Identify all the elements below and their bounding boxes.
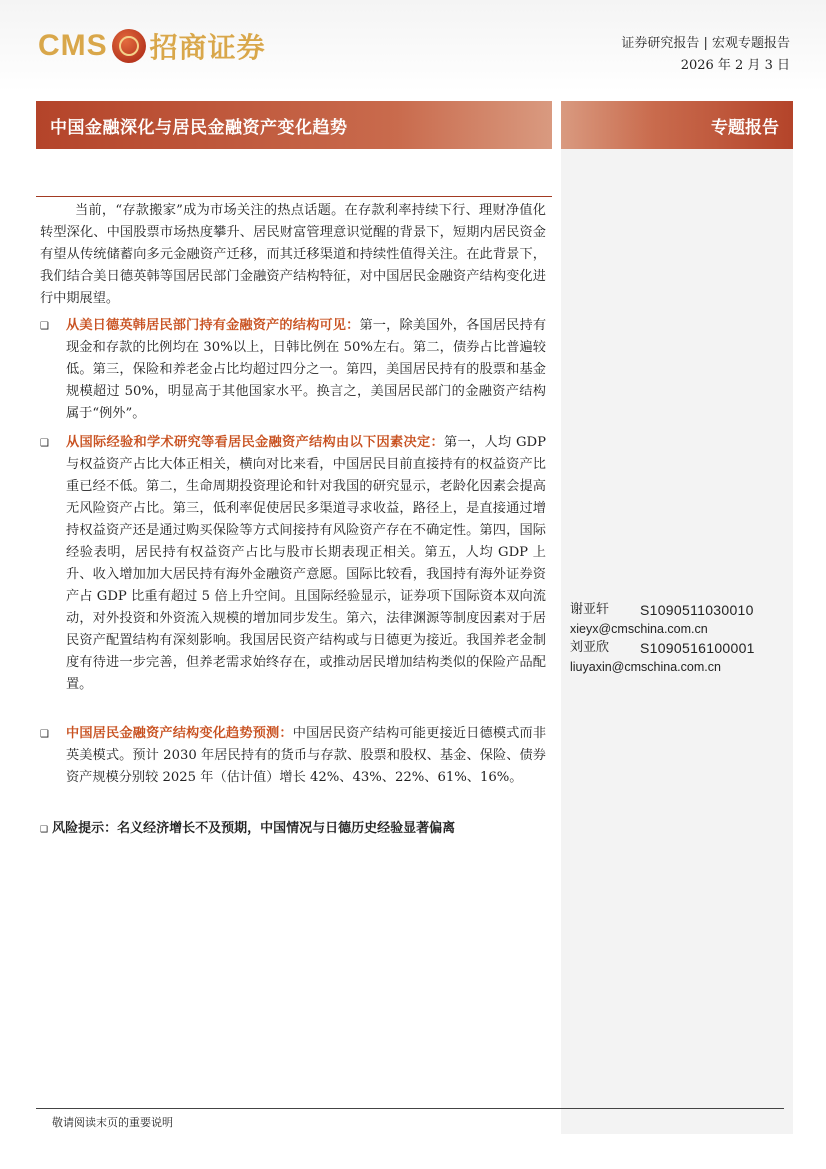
- logo-cms-text: CMS: [38, 29, 108, 62]
- bullet-highlight: 中国居民金融资产结构变化趋势预测：: [66, 726, 293, 741]
- bullet-highlight: 从国际经验和学术研究等看居民金融资产结构由以下因素决定：: [66, 435, 444, 450]
- bullet-highlight: 从美日德英韩居民部门持有金融资产的结构可见：: [66, 318, 360, 333]
- checkbox-bullet-icon: ❑: [40, 729, 49, 740]
- company-logo: [38, 26, 266, 66]
- footer-disclaimer: 敬请阅读末页的重要说明: [52, 1116, 173, 1129]
- bullet-item: [40, 432, 546, 696]
- report-type: 证券研究报告 | 宏观专题报告: [621, 36, 790, 51]
- footer-divider: [36, 1108, 784, 1109]
- bullet-text: 中国居民资产结构可能更接近日德模式而非英美模式。预计 2030 年居民持有的货币与存款、股票和股权、基金、保险、债券资产规模分别较 2025 年（估计值）增长 42%、43%、22%、61%、16%。: [66, 726, 547, 785]
- bullet-item: [40, 315, 546, 425]
- analyst-license-id: S1090516100001: [640, 640, 755, 656]
- analyst-name: 谢亚轩: [570, 602, 610, 617]
- logo-emblem-icon: [112, 29, 146, 63]
- bullet-text: 第一，除美国外，各国居民持有现金和存款的比例均在 30%以上，日韩比例在 50%左右。第二，债券占比普遍较低。第三，保险和养老金占比均超过四分之一。第四，美国居民持有的股票和基金规模超过 50%，明显高于其他国家水平。换言之，美国居民部门的金融资产结构属于“例外”。: [66, 318, 547, 421]
- analyst-name: 刘亚欣: [570, 640, 610, 655]
- analyst-email[interactable]: xieyx@cmschina.com.cn: [570, 622, 708, 636]
- title-divider: [36, 196, 552, 197]
- title-bar: [36, 101, 552, 149]
- analyst-card: [570, 638, 790, 676]
- logo-chinese-name: 招商证券: [149, 31, 266, 64]
- risk-warning: [40, 818, 546, 841]
- report-tag-bar: [561, 101, 793, 149]
- checkbox-bullet-icon: ❑: [40, 438, 49, 449]
- analyst-license-id: S1090511030010: [640, 602, 754, 618]
- bullet-item: [40, 723, 546, 789]
- analyst-card: [570, 600, 790, 638]
- intro-paragraph: 当前，“存款搬家”成为市场关注的热点话题。在存款利率持续下行、理财净值化转型深化、中国股票市场热度攀升、居民财富管理意识觉醒的背景下，短期内居民资金有望从传统储蓄向多元金融资产迁移，而其迁移渠道和持续性值得关注。在此背景下，我们结合美日德英韩等国居民部门金融资产结构特征，对中国居民金融资产结构变化进行中期展望。: [40, 203, 546, 306]
- risk-text: 风险提示：名义经济增长不及预期，中国情况与日德历史经验显著偏离: [52, 821, 456, 836]
- report-date: 2026 年 2 月 3 日: [680, 58, 790, 73]
- bullet-text: 第一，人均 GDP 与权益资产占比大体正相关，横向对比来看，中国居民目前直接持有的权益资产比重已经不低。第二，生命周期投资理论和针对我国的研究显示，老龄化因素会提高无风险资产占比。第三，低利率促使居民多渠道寻求收益，路径上，是直接通过增持权益资产还是通过购买保险等方式间接持有风险资产存在不确定性。第四，国际经验表明，居民持有权益资产占比与股市长期表现正相关。第五，人均 GDP 上升、收入增加加大居民持有海外金融资产意愿。国际比较看，我国持有海外证券资产占 GDP 比重有超过 5 倍上升空间。且国际经验显示，证券项下国际资本双向流动，对外投资和外资流入规模的增加同步发生。第六，法律渊源等制度因素对于居民资产配置结构有深刻影响。我国居民资产结构或与日德更为接近。我国养老金制度有待进一步完善，但养老需求始终存在，或推动居民增加结构类似的保险产品配置。: [66, 435, 546, 692]
- report-tag: 专题报告: [711, 117, 779, 138]
- checkbox-bullet-icon: ❑: [40, 321, 49, 332]
- checkbox-bullet-icon: ❑: [40, 825, 49, 835]
- analyst-email[interactable]: liuyaxin@cmschina.com.cn: [570, 660, 721, 674]
- report-title: 中国金融深化与居民金融资产变化趋势: [50, 117, 348, 138]
